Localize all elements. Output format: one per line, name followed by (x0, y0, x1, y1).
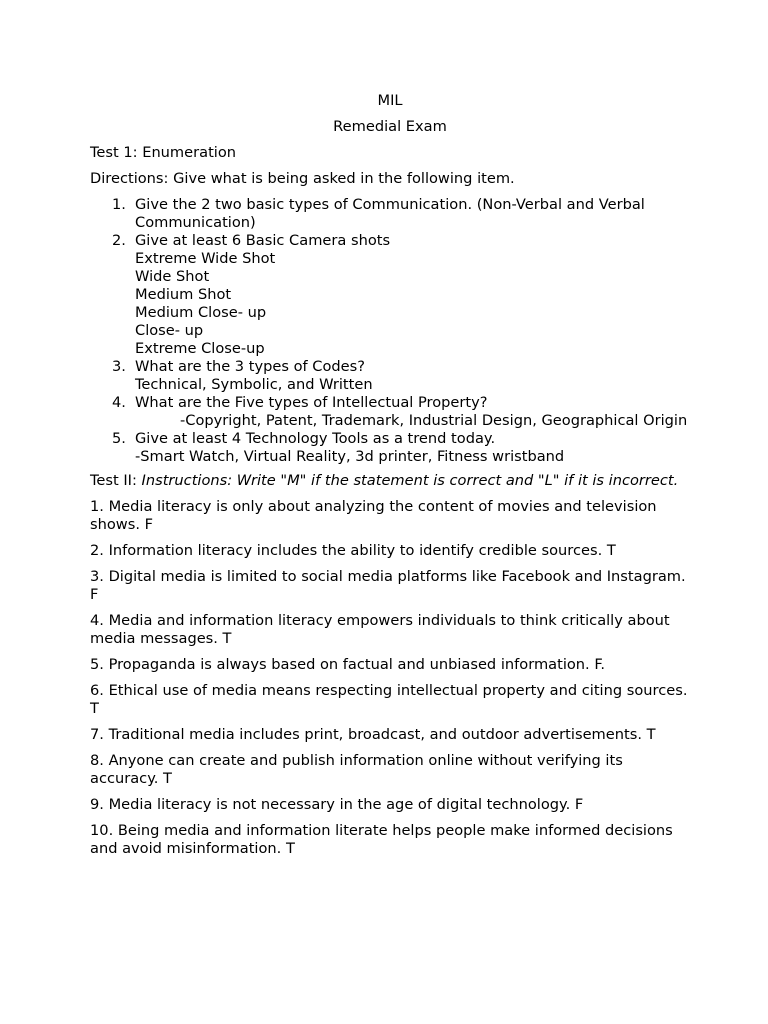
list-item (90, 430, 690, 466)
document-subtitle: Remedial Exam (333, 118, 447, 135)
statement-item: 6. Ethical use of media means respecting intellectual property and citing sources. T (90, 682, 688, 717)
statement-item: 9. Media literacy is not necessary in the age of digital technology. F (90, 796, 584, 813)
item-answer: -Smart Watch, Virtual Reality, 3d printer, Fitness wristband (135, 448, 565, 465)
item-number: 3. (112, 358, 126, 375)
list-item (90, 394, 690, 430)
item-answer: Wide Shot (135, 268, 210, 285)
item-number: 2. (112, 232, 126, 249)
item-question: What are the Five types of Intellectual Property? (135, 394, 488, 411)
test2-header (90, 472, 690, 490)
statement-item: 1. Media literacy is only about analyzing the content of movies and television shows. F (90, 498, 657, 533)
item-answer: -Copyright, Patent, Trademark, Industrial Design, Geographical Origin (180, 412, 688, 429)
statement-item: 10. Being media and information literate helps people make informed decisions and avoid misinformation. T (90, 822, 673, 857)
item-answer: Medium Close- up (135, 304, 267, 321)
statement-item: 8. Anyone can create and publish information online without verifying its accuracy. T (90, 752, 623, 787)
list-item (90, 232, 690, 358)
item-answer: Extreme Close-up (135, 340, 265, 357)
statement-item: 2. Information literacy includes the ability to identify credible sources. T (90, 542, 616, 559)
statement-item: 3. Digital media is limited to social media platforms like Facebook and Instagram. F (90, 568, 686, 603)
item-question: Give the 2 two basic types of Communication. (Non-Verbal and Verbal Communication) (135, 196, 645, 231)
item-question: Give at least 4 Technology Tools as a trend today. (135, 430, 496, 447)
list-item (90, 358, 690, 394)
item-answer: Close- up (135, 322, 204, 339)
item-answer: Extreme Wide Shot (135, 250, 276, 267)
statement-item: 4. Media and information literacy empowers individuals to think critically about media messages. T (90, 612, 670, 647)
item-number: 1. (112, 196, 126, 213)
document-page (90, 92, 690, 866)
list-item (90, 196, 690, 232)
test2-instructions: Instructions: Write "M" if the statement is correct and "L" if it is incorrect. (141, 472, 679, 489)
enumeration-list (90, 196, 690, 466)
item-question: What are the 3 types of Codes? (135, 358, 365, 375)
item-number: 4. (112, 394, 126, 411)
item-answer: Medium Shot (135, 286, 232, 303)
item-number: 5. (112, 430, 126, 447)
statement-item: 5. Propaganda is always based on factual and unbiased information. F. (90, 656, 606, 673)
test2-label: Test II: (90, 472, 142, 489)
test1-directions: Directions: Give what is being asked in the following item. (90, 170, 515, 187)
item-question: Give at least 6 Basic Camera shots (135, 232, 391, 249)
document-title: MIL (377, 92, 403, 109)
statement-item: 7. Traditional media includes print, broadcast, and outdoor advertisements. T (90, 726, 656, 743)
test1-heading: Test 1: Enumeration (90, 144, 237, 161)
item-answer: Technical, Symbolic, and Written (135, 376, 373, 393)
